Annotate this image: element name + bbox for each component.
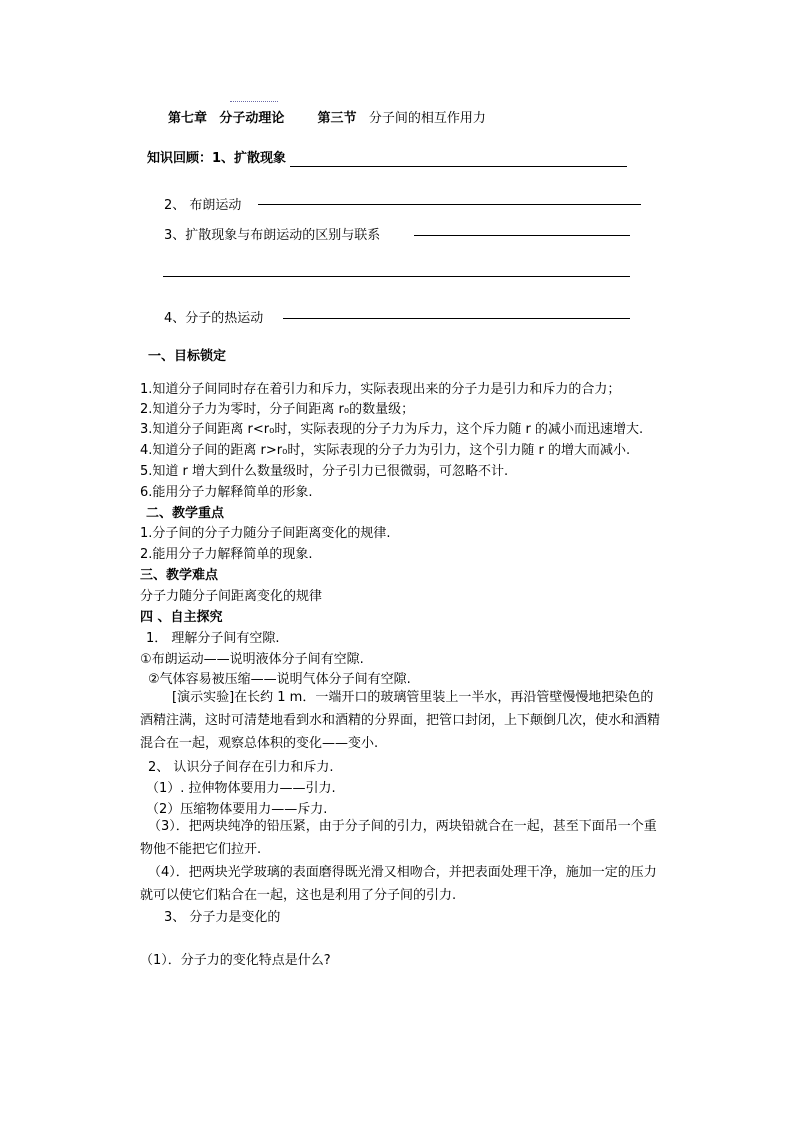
review-item-1: 知识回顾：1、扩散现象 <box>147 151 287 166</box>
section-name: 分子间的相互作用力 <box>368 111 486 126</box>
goal-item: 5.知道 r 增大到什么数量级时，分子引力已很微弱，可忽略不计. <box>140 464 509 479</box>
goal-item: 6.能用分子力解释简单的形象. <box>140 485 313 500</box>
answer-line-2 <box>258 204 641 205</box>
explore-step-1: 1． 理解分子间有空隙. <box>146 631 280 646</box>
difficulty-heading: 三、教学难点 <box>140 568 219 583</box>
answer-line-3 <box>414 235 630 236</box>
review-item-3: 3、扩散现象与布朗运动的区别与联系 <box>164 228 381 243</box>
answer-line-1 <box>290 166 627 167</box>
demo-paragraph: [演示实验]在长约 1 m．一端开口的玻璃管里装上一半水，再沿管壁慢慢地把染色的酒精注满，这时可清楚地看到水和酒精的分界面，把管口封闭，上下颠倒几次，使水和酒精混合在一起，观察总体积的变化——变小. <box>140 690 661 751</box>
explore-step-2a: （1）. 拉伸物体要用力——引力. <box>146 781 336 796</box>
explore-step-3: 3、 分子力是变化的 <box>164 910 281 925</box>
chapter-name: 分子动理论 <box>219 111 285 126</box>
page-title <box>168 107 486 126</box>
goal-item: 3.知道分子间距离 r<r₀时，实际表现的分子力为斥力，这个斥力随 r 的减小而迅速增大. <box>140 422 644 437</box>
keypoints-heading: 二、教学重点 <box>146 506 225 521</box>
keypoint-item: 1.分子间的分子力随分子间距离变化的规律. <box>140 526 391 541</box>
goal-item: 4.知道分子间的距离 r>r₀时，实际表现的分子力为引力，这个引力随 r 的增大而减小. <box>140 443 631 458</box>
goal-item: 2.知道分子力为零时，分子间距离 r₀的数量级； <box>140 402 415 417</box>
explore-step-2c: （3）．把两块纯净的铅压紧，由于分子间的引力，两块铅就合在一起，甚至下面吊一个重物他不能把它们拉开. <box>140 819 657 857</box>
review-item-2: 2、 布朗运动 <box>164 198 242 213</box>
answer-line-4 <box>283 318 630 319</box>
explore-step-1b: ②气体容易被压缩——说明气体分子间有空隙. <box>148 672 411 687</box>
spellcheck-underline <box>230 101 278 102</box>
goal-item: 1.知道分子间同时存在着引力和斥力，实际表现出来的分子力是引力和斥力的合力； <box>140 382 621 397</box>
answer-line-3b <box>163 276 630 277</box>
section-label: 第三节 <box>317 111 357 126</box>
review-item-4: 4、分子的热运动 <box>164 311 264 326</box>
explore-step-3a: （1）．分子力的变化特点是什么? <box>140 953 331 968</box>
difficulty-text: 分子力随分子间距离变化的规律 <box>140 589 323 604</box>
explore-heading: 四 、自主探究 <box>140 610 223 625</box>
explore-step-2b: （2）压缩物体要用力——斥力. <box>146 802 328 817</box>
explore-step-1a: ①布朗运动——说明液体分子间有空隙. <box>140 652 364 667</box>
goals-heading: 一、目标锁定 <box>148 349 227 364</box>
keypoint-item: 2.能用分子力解释简单的现象. <box>140 547 313 562</box>
explore-step-2d: （4）．把两块光学玻璃的表面磨得既光滑又相吻合，并把表面处理干净，施加一定的压力就可以使它们粘合在一起，这也是利用了分子间的引力. <box>140 865 657 903</box>
explore-step-2: 2、 认识分子间存在引力和斥力. <box>148 760 334 775</box>
chapter-label: 第七章 <box>168 111 208 126</box>
